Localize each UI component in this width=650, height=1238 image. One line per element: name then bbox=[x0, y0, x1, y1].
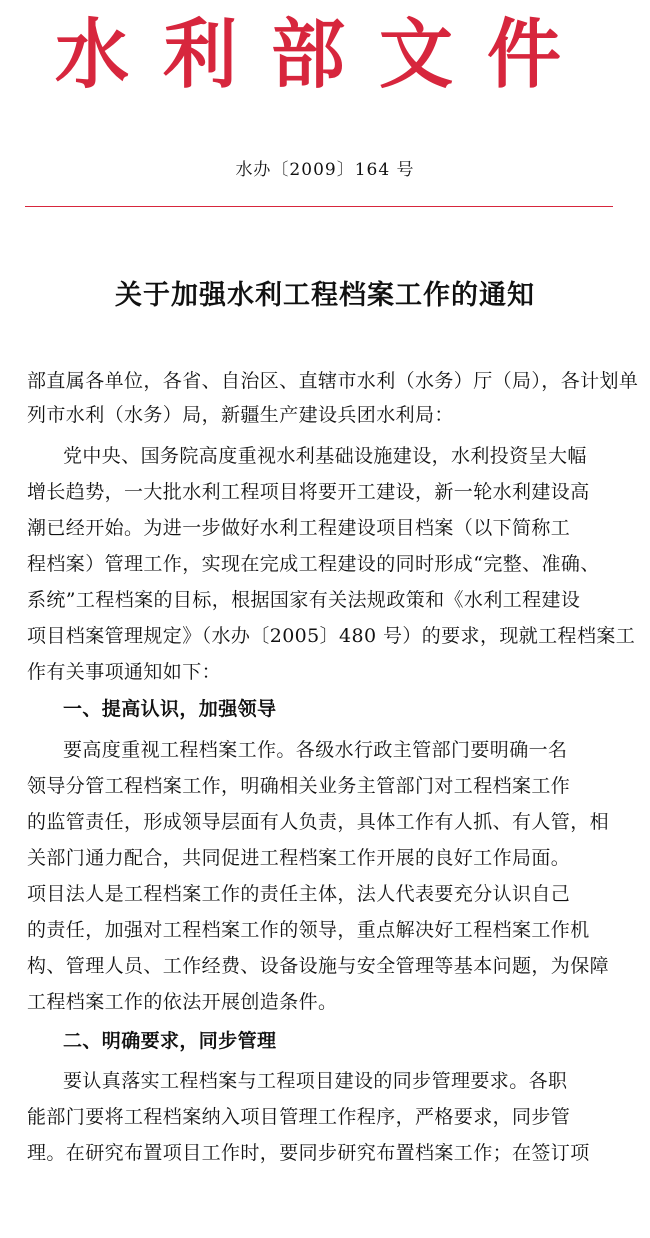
intro-line-7: 作有关事项通知如下： bbox=[27, 661, 222, 683]
section-heading-1: 一、提高认识，加强领导 bbox=[63, 698, 277, 720]
intro-line-2: 增长趋势，一大批水利工程项目将要开工建设，新一轮水利建设高 bbox=[27, 481, 590, 503]
section-2-line-3: 理。在研究布置项目工作时，要同步研究布置档案工作；在签订项 bbox=[27, 1142, 590, 1164]
section-1-line-2: 领导分管工程档案工作，明确相关业务主管部门对工程档案工作 bbox=[27, 775, 571, 797]
intro-line-6: 项目档案管理规定》（水办〔2005〕480 号）的要求，现就工程档案工 bbox=[27, 625, 636, 647]
header-red-divider bbox=[25, 206, 613, 207]
addressee-line-1: 部直属各单位，各省、自治区、直辖市水利（水务）厅（局），各计划单 bbox=[27, 370, 639, 392]
section-1-line-6: 的责任，加强对工程档案工作的领导，重点解决好工程档案工作机 bbox=[27, 919, 590, 941]
document-number: 水办〔2009〕164 号 bbox=[235, 160, 415, 180]
section-2-line-2: 能部门要将工程档案纳入项目管理工作程序，严格要求，同步管 bbox=[27, 1106, 571, 1128]
section-2-line-1: 要认真落实工程档案与工程项目建设的同步管理要求。各职 bbox=[63, 1070, 568, 1092]
document-header-title: 水利部文件 bbox=[55, 11, 595, 99]
addressee-line-2: 列市水利（水务）局，新疆生产建设兵团水利局： bbox=[27, 404, 454, 426]
section-1-line-5: 项目法人是工程档案工作的责任主体，法人代表要充分认识自己 bbox=[27, 883, 571, 905]
section-heading-2: 二、明确要求，同步管理 bbox=[63, 1030, 277, 1052]
section-1-line-3: 的监管责任，形成领导层面有人负责，具体工作有人抓、有人管，相 bbox=[27, 811, 610, 833]
section-1-line-1: 要高度重视工程档案工作。各级水行政主管部门要明确一名 bbox=[63, 739, 568, 761]
section-1-line-4: 关部门通力配合，共同促进工程档案工作开展的良好工作局面。 bbox=[27, 847, 571, 869]
document-title: 关于加强水利工程档案工作的通知 bbox=[115, 280, 535, 311]
intro-line-5: 系统”工程档案的目标，根据国家有关法规政策和《水利工程建设 bbox=[27, 589, 581, 611]
intro-line-3: 潮已经开始。为进一步做好水利工程建设项目档案（以下简称工 bbox=[27, 517, 571, 539]
section-1-line-8: 工程档案工作的依法开展创造条件。 bbox=[27, 991, 338, 1013]
section-1-line-7: 构、管理人员、工作经费、设备设施与安全管理等基本问题，为保障 bbox=[27, 955, 610, 977]
intro-line-4: 程档案）管理工作，实现在完成工程建设的同时形成“完整、准确、 bbox=[27, 553, 600, 575]
intro-line-1: 党中央、国务院高度重视水利基础设施建设，水利投资呈大幅 bbox=[63, 445, 587, 467]
